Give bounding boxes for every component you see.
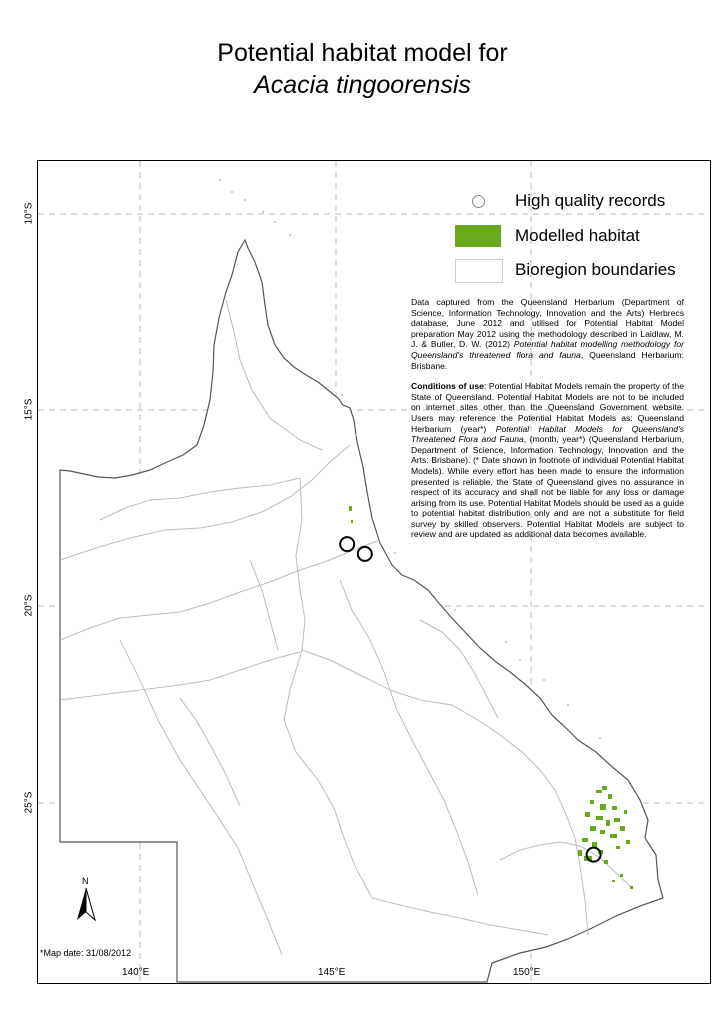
lat-label-10: 10°S xyxy=(23,202,35,225)
conditions-heading: Conditions of use xyxy=(411,381,484,392)
lat-label-20: 20°S xyxy=(23,594,35,617)
info-text xyxy=(411,297,684,550)
record-circle-icon xyxy=(472,195,485,208)
lat-label-25: 25°S xyxy=(23,791,35,814)
map-date: *Map date: 31/08/2012 xyxy=(40,948,132,958)
lon-label-145: 145°E xyxy=(318,967,346,978)
legend-habitat-label: Modelled habitat xyxy=(515,226,640,245)
lat-label-15: 15°S xyxy=(23,398,35,421)
bioregion-swatch-icon xyxy=(455,259,503,283)
conditions-paragraph: Conditions of use: Potential Habitat Models remain the property of the State of Queensland. Potential Habitat Models are not to be included on internet sites other than the Queensland Government website. Users may reference the Potential Habitat Models as: Queensland Herbarium (year*) Potential Habitat Models for Queensland's Threatened Flora and Fauna, (month, year*) (Queensland Herbarium, Department of Science, Information Technology, Innovation and the Arts: Brisbane). (* Date shown in footnote of individual Potential Habitat Models). While every effort has been made to ensure the information presented is reliable, the State of Queensland gives no assurance in respect of its accuracy and shall not be liable for any loss or damage arising from its use. Potential Habitat Models should be used as a guide to potential habitat distribution only and are not a substitute for field survey by skilled observers. Potential Habitat Models are subject to review and are updated as additional data becomes available. xyxy=(411,381,684,540)
legend-bioregion-label: Bioregion boundaries xyxy=(515,260,676,279)
north-arrow xyxy=(75,876,97,920)
map-title-line1: Potential habitat model for xyxy=(217,39,508,67)
map-title-line2: Acacia tingoorensis xyxy=(254,71,471,99)
north-arrow-icon xyxy=(75,888,97,922)
data-source-paragraph: Data captured from the Queensland Herbarium (Department of Science, Information Technology, Innovation and the Arts) Herbrecs database, June 2012 and utilised for Potential Habitat Model preparation May 2012 using the methodology described in Laidlaw, M. J. & Butler, D. W. (2012) Potential habitat modelling methodology for Queensland's threatened flora and fauna, Queensland Herbarium: Brisbane. xyxy=(411,297,684,371)
legend-records-label: High quality records xyxy=(515,191,666,210)
north-label: N xyxy=(82,876,89,886)
lon-label-140: 140°E xyxy=(122,967,150,978)
habitat-swatch-icon xyxy=(455,225,501,247)
lon-label-150: 150°E xyxy=(513,967,541,978)
